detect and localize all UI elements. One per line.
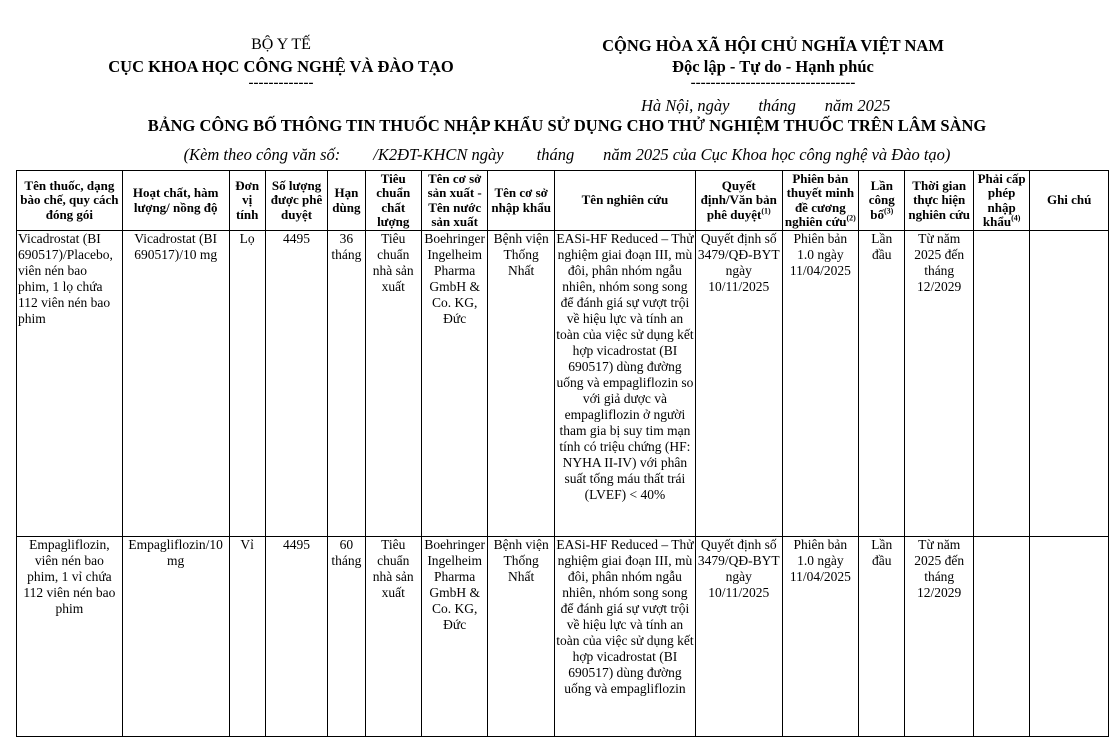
col-header-importer: Tên cơ sở nhập khẩu <box>488 171 554 231</box>
cell-name: Vicadrostat (BI 690517)/Placebo, viên nén bao phim, 1 lọ chứa 112 viên nén bao phim <box>17 231 123 537</box>
col-header-expiry: Hạn dùng <box>328 171 365 231</box>
col-header-protocol <box>782 171 859 231</box>
cell-name: Empagliflozin, viên nén bao phim, 1 vỉ chứa 112 viên nén bao phim <box>17 537 123 737</box>
col-header-duration: Thời gian thực hiện nghiên cứu <box>905 171 974 231</box>
table-row <box>17 537 1109 737</box>
right-divider: --------------------------------- <box>690 75 856 91</box>
col-header-active: Hoạt chất, hàm lượng/ nồng độ <box>122 171 229 231</box>
col-header-study: Tên nghiên cứu <box>554 171 695 231</box>
col-header-standard: Tiêu chuẩn chất lượng <box>365 171 421 231</box>
cell-decision: Quyết định số 3479/QĐ-BYT ngày 10/11/2025 <box>695 537 782 737</box>
cell-study: EASi-HF Reduced – Thử nghiệm giai đoạn III, mù đôi, phân nhóm ngẫu nhiên, nhóm song song để đánh giá sự vượt trội về hiệu lực và tính an toàn của việc sử dụng kết hợp vicadrostat (BI 690517) dùng đường uống và empagliflozin <box>554 537 695 737</box>
col-header-decision-label: Quyết định/Văn bản phê duyệt <box>700 177 777 222</box>
national-motto: Độc lập - Tự do - Hạnh phúc <box>672 57 874 76</box>
footnote-ref: (4) <box>1011 213 1021 223</box>
col-header-times <box>859 171 905 231</box>
cell-study: EASi-HF Reduced – Thử nghiệm giai đoạn III, mù đôi, phân nhóm ngẫu nhiên, nhóm song song để đánh giá sự vượt trội về hiệu lực và tính an toàn của việc sử dụng kết hợp vicadrostat (BI 690517) dùng đường uống và empagliflozin so với giả dược và empagliflozin ở người tham gia bị suy tim mạn tính có triệu chứng (HF: NYHA II-IV) với phân suất tống máu thất trái (LVEF) < 40% <box>554 231 695 537</box>
table-header-row <box>17 171 1109 231</box>
cell-unit: Vỉ <box>229 537 265 737</box>
document-subtitle: (Kèm theo công văn số: /K2ĐT-KHCN ngày tháng năm 2025 của Cục Khoa học công nghệ và Đào tạo) <box>183 145 951 164</box>
cell-qty: 4495 <box>265 537 327 737</box>
cell-permit <box>973 231 1029 537</box>
cell-unit: Lọ <box>229 231 265 537</box>
col-header-protocol-label: Phiên bản thuyết minh đề cương nghiên cứu <box>784 170 855 229</box>
cell-standard: Tiêu chuẩn nhà sản xuất <box>365 231 421 537</box>
footnote-ref: (2) <box>846 213 856 223</box>
col-header-unit: Đơn vị tính <box>229 171 265 231</box>
cell-notes <box>1030 231 1109 537</box>
col-header-notes: Ghi chú <box>1030 171 1109 231</box>
cell-permit <box>973 537 1029 737</box>
col-header-manufacturer: Tên cơ sở sản xuất - Tên nước sản xuất <box>421 171 487 231</box>
cell-duration: Từ năm 2025 đến tháng 12/2029 <box>905 537 974 737</box>
cell-expiry: 60 tháng <box>328 537 365 737</box>
ministry-name: BỘ Y TẾ <box>251 36 311 53</box>
cell-qty: 4495 <box>265 231 327 537</box>
national-title: CỘNG HÒA XÃ HỘI CHỦ NGHĨA VIỆT NAM <box>602 36 944 55</box>
cell-expiry: 36 tháng <box>328 231 365 537</box>
document-title: BẢNG CÔNG BỐ THÔNG TIN THUỐC NHẬP KHẨU SỬ DỤNG CHO THỬ NGHIỆM THUỐC TRÊN LÂM SÀNG <box>147 116 987 135</box>
cell-importer: Bệnh viện Thống Nhất <box>488 537 554 737</box>
col-header-qty: Số lượng được phê duyệt <box>265 171 327 231</box>
cell-importer: Bệnh viện Thống Nhất <box>488 231 554 537</box>
col-header-permit <box>973 171 1029 231</box>
col-header-times-label: Lần công bố <box>868 177 895 222</box>
cell-manufacturer: Boehringer Ingelheim Pharma GmbH & Co. KG, Đức <box>421 537 487 737</box>
cell-standard: Tiêu chuẩn nhà sản xuất <box>365 537 421 737</box>
left-divider: ------------- <box>248 75 314 91</box>
col-header-permit-label: Phải cấp phép nhập khẩu <box>977 170 1026 229</box>
cell-times: Lần đầu <box>859 231 905 537</box>
cell-protocol: Phiên bản 1.0 ngày 11/04/2025 <box>782 231 859 537</box>
col-header-decision <box>695 171 782 231</box>
footnote-ref: (1) <box>761 206 771 216</box>
cell-decision: Quyết định số 3479/QĐ-BYT ngày 10/11/2025 <box>695 231 782 537</box>
cell-times: Lần đầu <box>859 537 905 737</box>
cell-manufacturer: Boehringer Ingelheim Pharma GmbH & Co. KG, Đức <box>421 231 487 537</box>
document-date: Hà Nội, ngày tháng năm 2025 <box>641 96 891 115</box>
department-name: CỤC KHOA HỌC CÔNG NGHỆ VÀ ĐÀO TẠO <box>108 57 454 76</box>
cell-active: Vicadrostat (BI 690517)/10 mg <box>122 231 229 537</box>
cell-duration: Từ năm 2025 đến tháng 12/2029 <box>905 231 974 537</box>
cell-notes <box>1030 537 1109 737</box>
footnote-ref: (3) <box>883 206 894 216</box>
table-row <box>17 231 1109 537</box>
cell-protocol: Phiên bản 1.0 ngày 11/04/2025 <box>782 537 859 737</box>
col-header-name: Tên thuốc, dạng bào chế, quy cách đóng gói <box>17 171 123 231</box>
cell-active: Empagliflozin/10 mg <box>122 537 229 737</box>
drug-table <box>16 170 1109 737</box>
